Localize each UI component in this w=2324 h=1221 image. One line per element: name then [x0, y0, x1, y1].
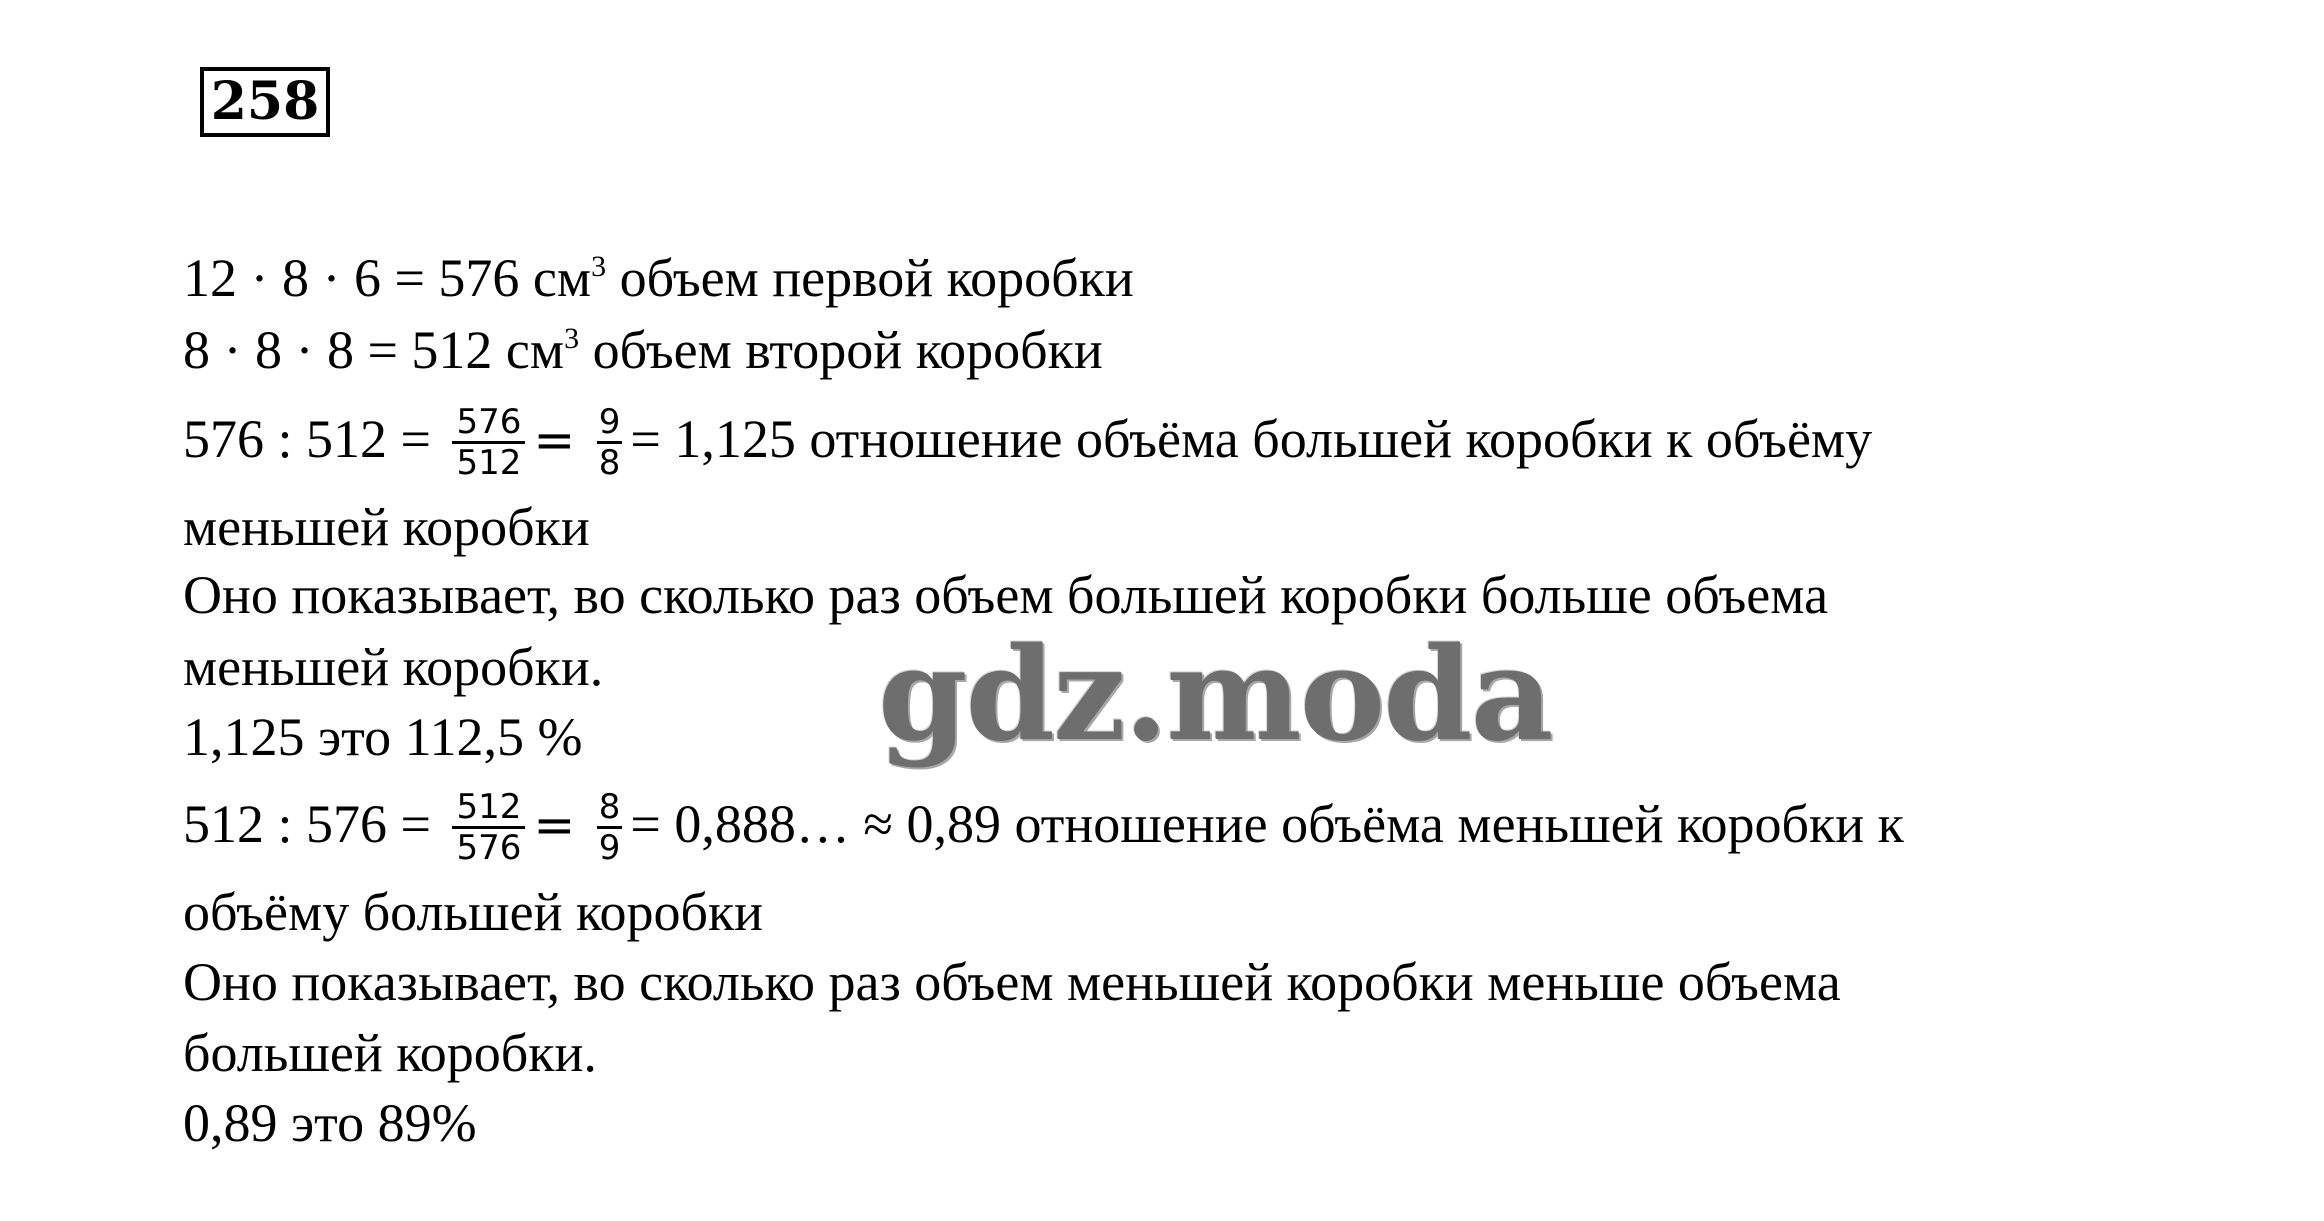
watermark-logo: gdz.moda	[878, 620, 1552, 770]
line-volume-first-box	[183, 248, 1134, 308]
line-explanation-1: Оно показывает, во сколько раз объем большей коробки больше объема	[183, 565, 1829, 625]
equals-sign: =	[533, 410, 576, 469]
ratio-result-text: = 1,125 отношение объёма большей коробки к объёму	[630, 408, 1873, 469]
problem-number: 258	[200, 67, 330, 137]
volume-first-text: объем первой коробки	[606, 248, 1134, 308]
line-percent-1: 1,125 это 112,5 %	[183, 707, 583, 767]
fraction-denominator: 8	[598, 443, 621, 483]
ratio-expr-start: 512 : 576 =	[183, 793, 431, 854]
line-volume-second-box	[183, 320, 1103, 380]
line-ratio-large-to-small	[183, 402, 1873, 484]
line-explanation-2: Оно показывает, во сколько раз объем меньшей коробки меньше объема	[183, 952, 1841, 1012]
volume-first-expr: 12 · 8 · 6 = 576 см	[183, 248, 592, 308]
cube-exponent: 3	[591, 250, 607, 283]
ratio-expr-start: 576 : 512 =	[183, 408, 431, 469]
fraction-denominator: 9	[598, 828, 621, 868]
fraction-numerator: 512	[452, 788, 525, 829]
fraction-denominator: 512	[456, 443, 522, 483]
fraction-9-8	[597, 403, 623, 482]
line-continuation-1: меньшей коробки	[183, 497, 590, 557]
ratio-result-text: = 0,888… ≈ 0,89 отношение объёма меньшей коробки к	[630, 793, 1904, 854]
line-continuation-3: объёму большей коробки	[183, 882, 764, 942]
line-continuation-2: меньшей коробки.	[183, 637, 604, 697]
fraction-576-512	[452, 403, 525, 482]
fraction-8-9	[597, 788, 623, 867]
equals-sign: =	[533, 795, 576, 854]
fraction-numerator: 576	[452, 403, 525, 444]
volume-second-text: объем второй коробки	[579, 320, 1103, 380]
fraction-numerator: 8	[598, 787, 621, 827]
line-ratio-small-to-large	[183, 787, 1904, 869]
fraction-denominator: 576	[456, 828, 522, 868]
fraction-512-576	[452, 788, 525, 867]
line-percent-2: 0,89 это 89%	[183, 1093, 477, 1153]
cube-exponent: 3	[564, 322, 580, 355]
line-continuation-4: большей коробки.	[183, 1023, 597, 1083]
fraction-numerator: 9	[598, 402, 621, 442]
volume-second-expr: 8 · 8 · 8 = 512 см	[183, 320, 565, 380]
